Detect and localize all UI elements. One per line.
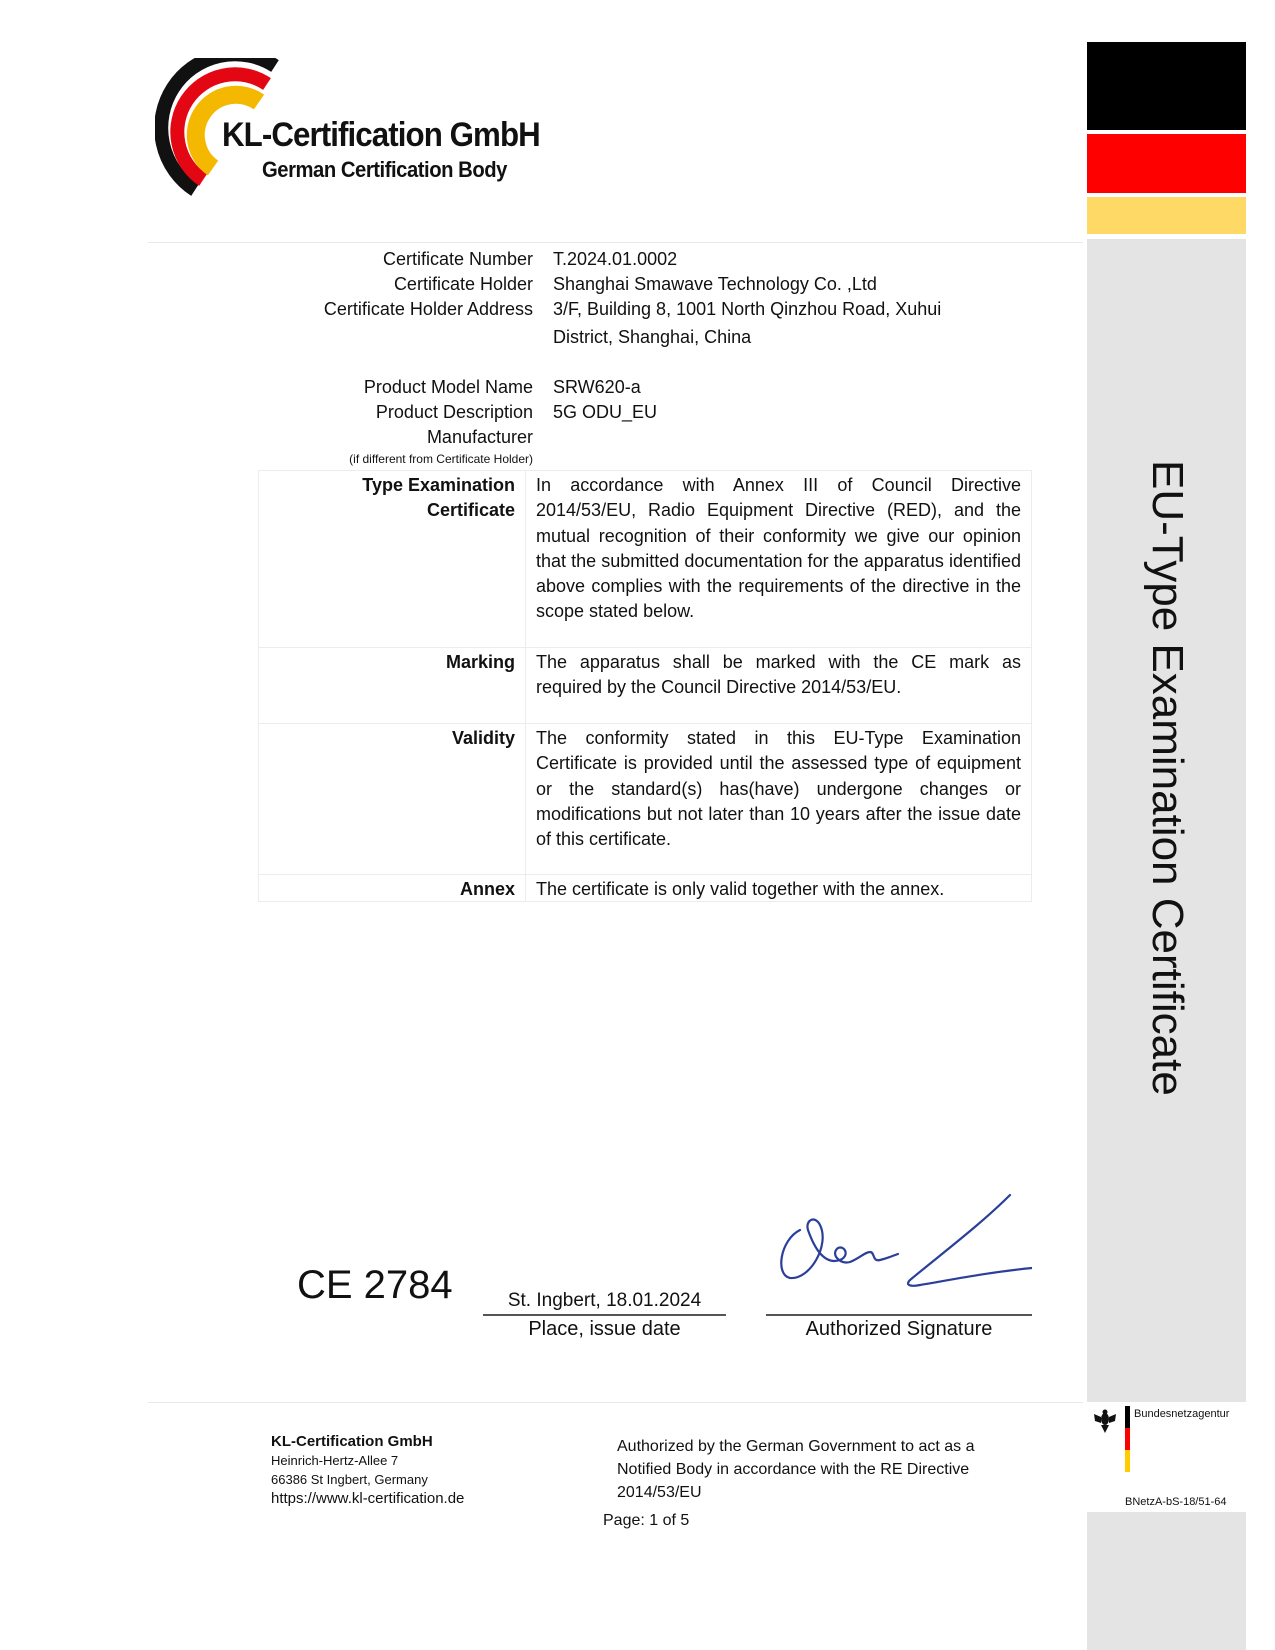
footer-city: 66386 St Ingbert, Germany bbox=[271, 1472, 428, 1487]
table-row-marking bbox=[259, 648, 1031, 724]
type-examination-label-line2: Certificate bbox=[426, 500, 515, 520]
marking-label: Marking bbox=[259, 648, 526, 723]
page-number: Page: 1 of 5 bbox=[603, 1512, 690, 1529]
marking-text: The apparatus shall be marked with the CE mark as required by the Council Directive 2014/53/EU. bbox=[536, 652, 1021, 698]
footer-website-link[interactable]: https://www.kl-certification.de bbox=[271, 1490, 465, 1507]
agency-flag-stripes bbox=[1125, 1406, 1130, 1472]
holder-address-line2: District, Shanghai, China bbox=[553, 327, 752, 347]
federal-eagle-icon bbox=[1092, 1408, 1118, 1434]
flag-stripe-black bbox=[1087, 42, 1246, 130]
table-row-type-examination bbox=[259, 471, 1031, 648]
header-divider bbox=[148, 242, 1083, 243]
handwritten-signature-icon bbox=[770, 1190, 1032, 1302]
annex-label: Annex bbox=[259, 875, 526, 901]
manufacturer-label: Manufacturer bbox=[426, 427, 533, 447]
product-model-value: SRW620-a bbox=[553, 377, 641, 397]
agency-reference: BNetzA-bS-18/51-64 bbox=[1125, 1496, 1227, 1508]
side-band-bottom bbox=[1087, 1512, 1246, 1650]
footer-divider bbox=[148, 1402, 1083, 1403]
validity-text: The conformity stated in this EU-Type Examination Certificate is provided until the assessed type of equipment or the standard(s) has(have) undergone changes or modifications but not later than 10 years after the issue date of this certificate. bbox=[536, 728, 1021, 850]
footer-company-name: KL-Certification GmbH bbox=[271, 1433, 433, 1450]
certificate-table bbox=[258, 470, 1032, 902]
agency-name: Bundesnetzagentur bbox=[1134, 1408, 1230, 1420]
logo-title: KL-Certification GmbH bbox=[222, 116, 540, 154]
certificate-holder-label: Certificate Holder bbox=[393, 274, 533, 294]
flag-stripe-red bbox=[1087, 134, 1246, 193]
holder-address-line1: 3/F, Building 8, 1001 North Qinzhou Road, Xuhui bbox=[553, 299, 942, 319]
product-description-value: 5G ODU_EU bbox=[553, 402, 658, 422]
issue-date-underline bbox=[483, 1314, 726, 1316]
ce-notified-body-number: CE 2784 bbox=[297, 1263, 453, 1307]
type-examination-label-line1: Type Examination bbox=[362, 475, 515, 495]
footer-street: Heinrich-Hertz-Allee 7 bbox=[271, 1453, 399, 1468]
table-row-annex bbox=[259, 875, 1031, 901]
table-row-validity bbox=[259, 724, 1031, 875]
type-examination-text: In accordance with Annex III of Council Directive 2014/53/EU, Radio Equipment Directive (RED), and the mutual recognition of their conformity we give our opinion that the submitted documentation for the apparatus identified above complies with the requirements of the directive in the scope stated below. bbox=[536, 475, 1021, 622]
issue-place-date: St. Ingbert, 18.01.2024 bbox=[507, 1290, 702, 1311]
validity-label: Validity bbox=[259, 724, 526, 874]
annex-text: The certificate is only valid together with the annex. bbox=[536, 879, 945, 899]
certificate-holder-value: Shanghai Smawave Technology Co. ,Ltd bbox=[553, 274, 877, 294]
table-row-label bbox=[259, 471, 526, 647]
footer-authorization: Authorized by the German Government to act as a Notified Body in accordance with the RE Directive 2014/53/EU bbox=[617, 1438, 975, 1501]
logo-subtitle: German Certification Body bbox=[262, 157, 507, 182]
certificate-number-label: Certificate Number bbox=[382, 249, 533, 269]
signature-caption: Authorized Signature bbox=[805, 1318, 993, 1340]
signature-underline bbox=[766, 1314, 1032, 1316]
side-title-text: EU-Type Examination Certificate bbox=[1143, 460, 1192, 1096]
certificate-number-value: T.2024.01.0002 bbox=[553, 249, 678, 269]
product-model-label: Product Model Name bbox=[363, 377, 533, 397]
holder-address-label: Certificate Holder Address bbox=[323, 299, 533, 319]
product-description-label: Product Description bbox=[375, 402, 533, 422]
issue-date-caption: Place, issue date bbox=[528, 1318, 681, 1340]
flag-stripe-gold bbox=[1087, 197, 1246, 234]
manufacturer-note: (if different from Certificate Holder) bbox=[349, 452, 533, 466]
